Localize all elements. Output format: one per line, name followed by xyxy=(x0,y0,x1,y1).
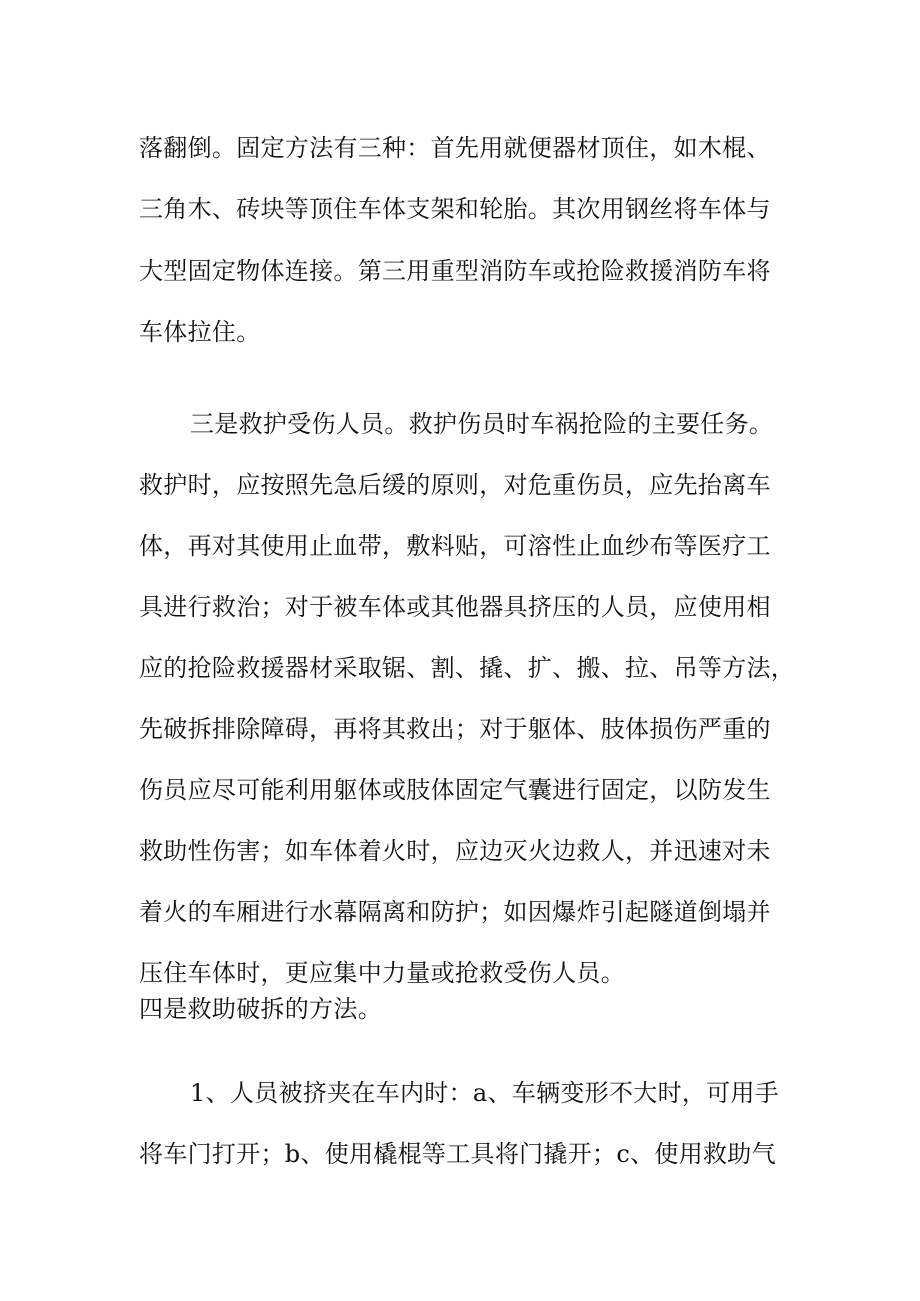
paragraph-line: 伤员应尽可能利用躯体或肢体固定气囊进行固定，以防发生 xyxy=(139,776,771,804)
paragraph-line: 落翻倒。固定方法有三种：首先用就便器材顶住，如木棍、 xyxy=(139,134,771,162)
paragraph-line: 具进行救治；对于被车体或其他器具挤压的人员，应使用相 xyxy=(139,593,771,621)
paragraph-line: 压住车体时，更应集中力量或抢救受伤人员。 xyxy=(139,959,625,987)
paragraph-line: 救护时，应按照先急后缓的原则，对危重伤员，应先抬离车 xyxy=(139,471,771,499)
paragraph-line: 体，再对其使用止血带，敷料贴，可溶性止血纱布等医疗工 xyxy=(139,532,771,560)
paragraph-line: 三角木、砖块等顶住车体支架和轮胎。其次用钢丝将车体与 xyxy=(139,195,771,223)
paragraph-line: 大型固定物体连接。第三用重型消防车或抢险救援消防车将 xyxy=(139,257,771,285)
paragraph-line: 应的抢险救援器材采取锯、割、撬、扩、搬、拉、吊等方法， xyxy=(139,654,796,682)
paragraph-line: 救助性伤害；如车体着火时，应边灭火边救人，并迅速对未 xyxy=(139,837,771,865)
section-heading: 四是救助破拆的方法。 xyxy=(139,995,382,1023)
paragraph-line: 先破拆排除障碍，再将其救出；对于躯体、肢体损伤严重的 xyxy=(139,715,771,743)
paragraph-line: 将车门打开；b、使用橇棍等工具将门撬开；c、使用救助气 xyxy=(139,1140,776,1168)
paragraph-line: 三是救护受伤人员。救护伤员时车祸抢险的主要任务。 xyxy=(190,410,774,438)
paragraph-line: 车体拉住。 xyxy=(139,318,261,346)
paragraph-line: 着火的车厢进行水幕隔离和防护；如因爆炸引起隧道倒塌并 xyxy=(139,898,771,926)
paragraph-line: 1、人员被挤夹在车内时：a、车辆变形不大时，可用手 xyxy=(190,1079,780,1107)
